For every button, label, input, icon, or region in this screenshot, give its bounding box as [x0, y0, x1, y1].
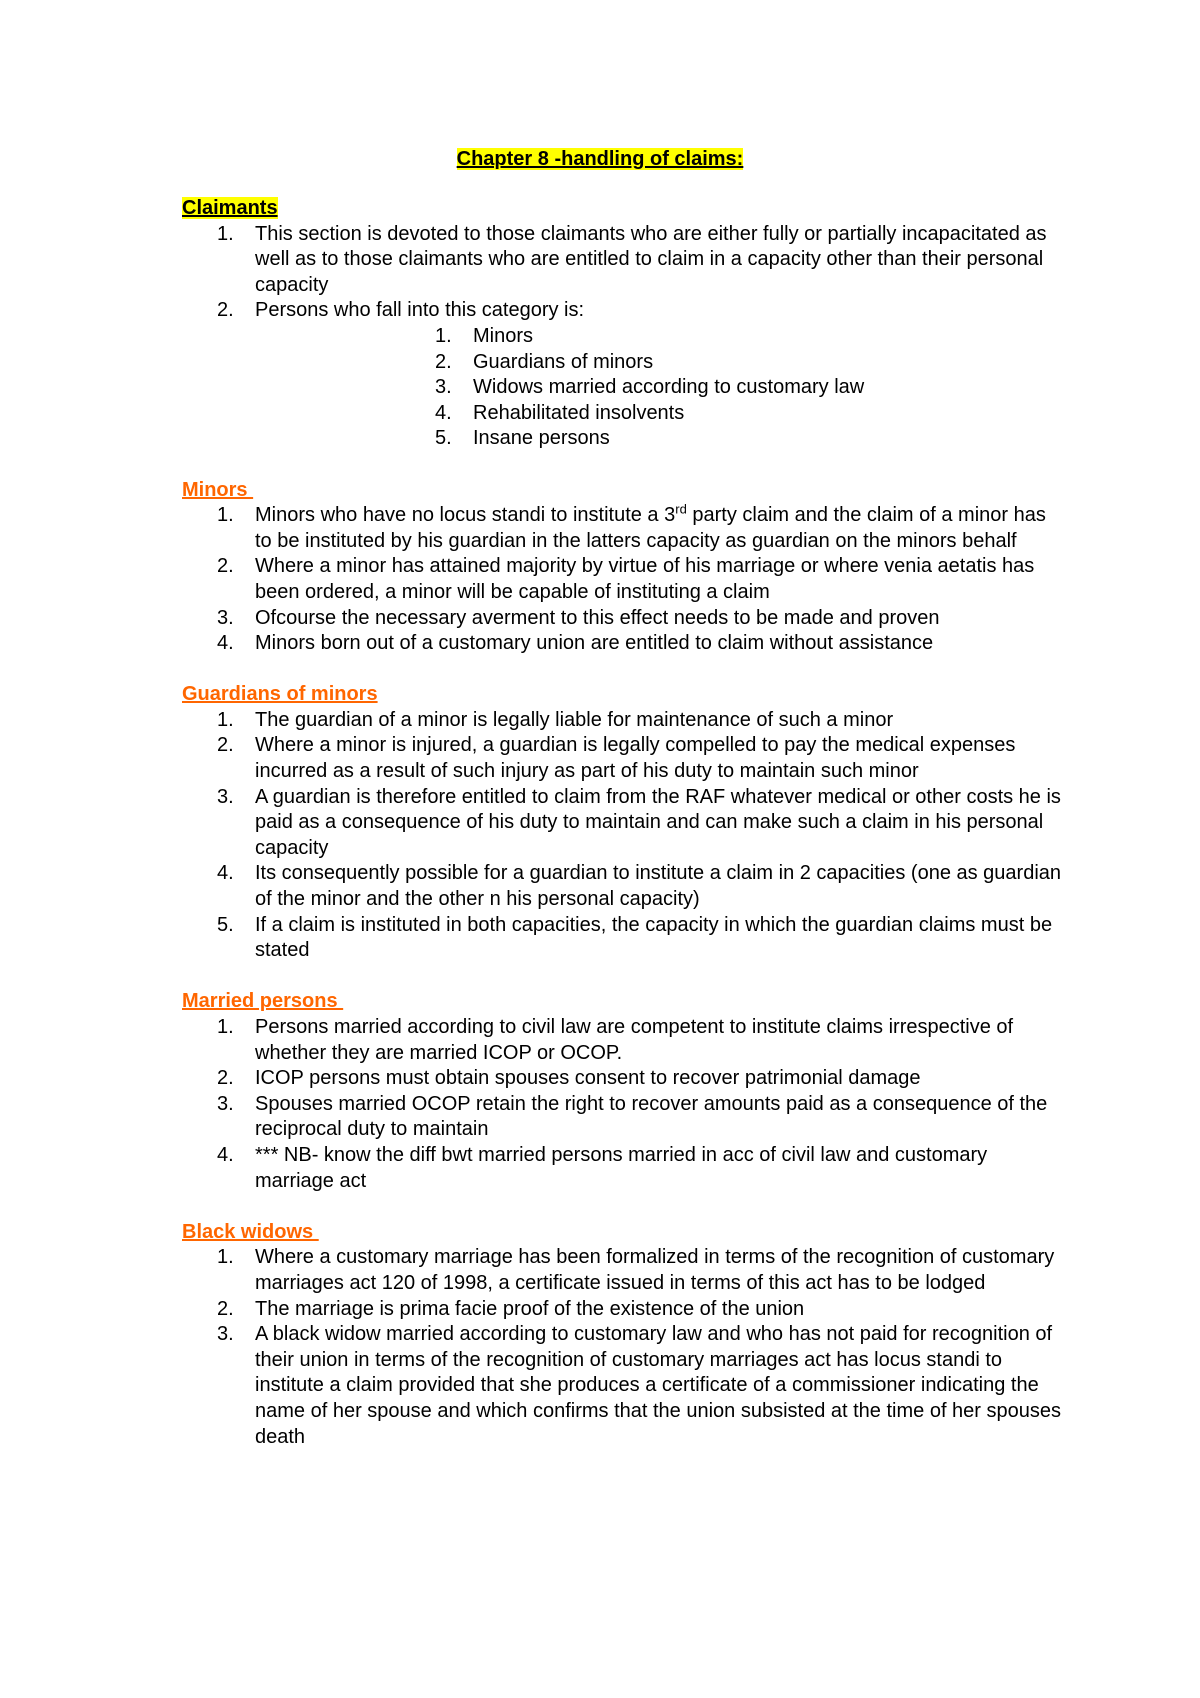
- sub-list-item: 1. Minors: [435, 324, 534, 347]
- section-black-widows: [182, 1220, 1062, 1450]
- section-heading-black-widows: Black widows: [182, 1220, 319, 1243]
- document-body: [182, 196, 1062, 1476]
- list-item: 2. Where a minor has attained majority by virtue of his marriage or where venia aetatis has been ordered, a minor will be capable of instituting a claim: [217, 555, 1035, 603]
- list-item: 1. Persons married according to civil law are competent to institute claims irrespective of whether they are married ICOP or OCOP.: [217, 1016, 1014, 1064]
- claimants-list: [182, 222, 1062, 324]
- list-item: 3. A guardian is therefore entitled to claim from the RAF whatever medical or other costs he is paid as a consequence of his duty to maintain and can make such a claim in his personal capacity: [217, 785, 1061, 859]
- list-item: 5. If a claim is instituted in both capacities, the capacity in which the guardian claims must be stated: [217, 913, 1053, 962]
- guardians-list: [182, 708, 1062, 964]
- list-item: 2. Where a minor is injured, a guardian is legally compelled to pay the medical expenses incurred as a result of such injury as part of his duty to maintain such minor: [217, 734, 1016, 783]
- sub-list-item: 5. Insane persons: [435, 427, 610, 450]
- section-heading-married-persons: Married persons: [182, 990, 344, 1013]
- black-widows-list: [182, 1245, 1062, 1450]
- section-heading-guardians: Guardians of minors: [182, 683, 378, 706]
- list-item: 2. ICOP persons must obtain spouses consent to recover patrimonial damage: [217, 1067, 921, 1090]
- married-persons-list: [182, 1015, 1062, 1194]
- section-heading-claimants: Claimants: [182, 197, 278, 219]
- minors-list: [182, 503, 1062, 657]
- list-item: 3. A black widow married according to customary law and who has not paid for recognition of their union in terms of the recognition of customary marriages act has locus standi to institute a claim provided that she produces a certificate of a commissioner indicating the name of her spouse and which confirms that the union subsisted at the time of her spouses death: [217, 1323, 1062, 1448]
- sub-list-item: 3. Widows married according to customary law: [435, 376, 865, 399]
- list-item: 1. Where a customary marriage has been formalized in terms of the recognition of customary marriages act 120 of 1998, a certificate issued in terms of this act has to be lodged: [217, 1246, 1055, 1294]
- sub-list-item: 2. Guardians of minors: [435, 350, 654, 373]
- section-married-persons: [182, 989, 1062, 1194]
- section-minors: [182, 478, 1062, 657]
- list-item: 4. Minors born out of a customary union are entitled to claim without assistance: [217, 632, 934, 655]
- list-item: 2. Persons who fall into this category is:: [217, 299, 585, 322]
- list-item: 1. This section is devoted to those claimants who are either fully or partially incapacitated as well as to those claimants who are entitled to claim in a capacity other than their personal capacity: [217, 222, 1047, 296]
- list-item: 3. Ofcourse the necessary averment to this effect needs to be made and proven: [217, 606, 940, 629]
- section-claimants: [182, 196, 1062, 452]
- sub-list-item: 4. Rehabilitated insolvents: [435, 401, 685, 424]
- list-item: 4. *** NB- know the diff bwt married persons married in acc of civil law and customary marriage act: [217, 1143, 988, 1192]
- section-heading-minors: Minors: [182, 478, 254, 501]
- list-item: 1. Minors who have no locus standi to institute a 3rd party claim and the claim of a minor has to be instituted by his guardian in the latters capacity as guardian on the minors behalf: [217, 501, 1046, 552]
- document-title-text: Chapter 8 -handling of claims:: [456, 148, 744, 170]
- list-item: 3. Spouses married OCOP retain the right to recover amounts paid as a consequence of the reciprocal duty to maintain: [217, 1092, 1048, 1141]
- document-title: [0, 146, 1200, 172]
- list-item: 1. The guardian of a minor is legally liable for maintenance of such a minor: [217, 708, 894, 731]
- section-guardians: [182, 682, 1062, 964]
- list-item: 4. Its consequently possible for a guardian to institute a claim in 2 capacities (one as guardian of the minor and the other n his personal capacity): [217, 862, 1062, 911]
- claimants-category-list: [182, 324, 1062, 452]
- list-item: 2. The marriage is prima facie proof of the existence of the union: [217, 1297, 805, 1320]
